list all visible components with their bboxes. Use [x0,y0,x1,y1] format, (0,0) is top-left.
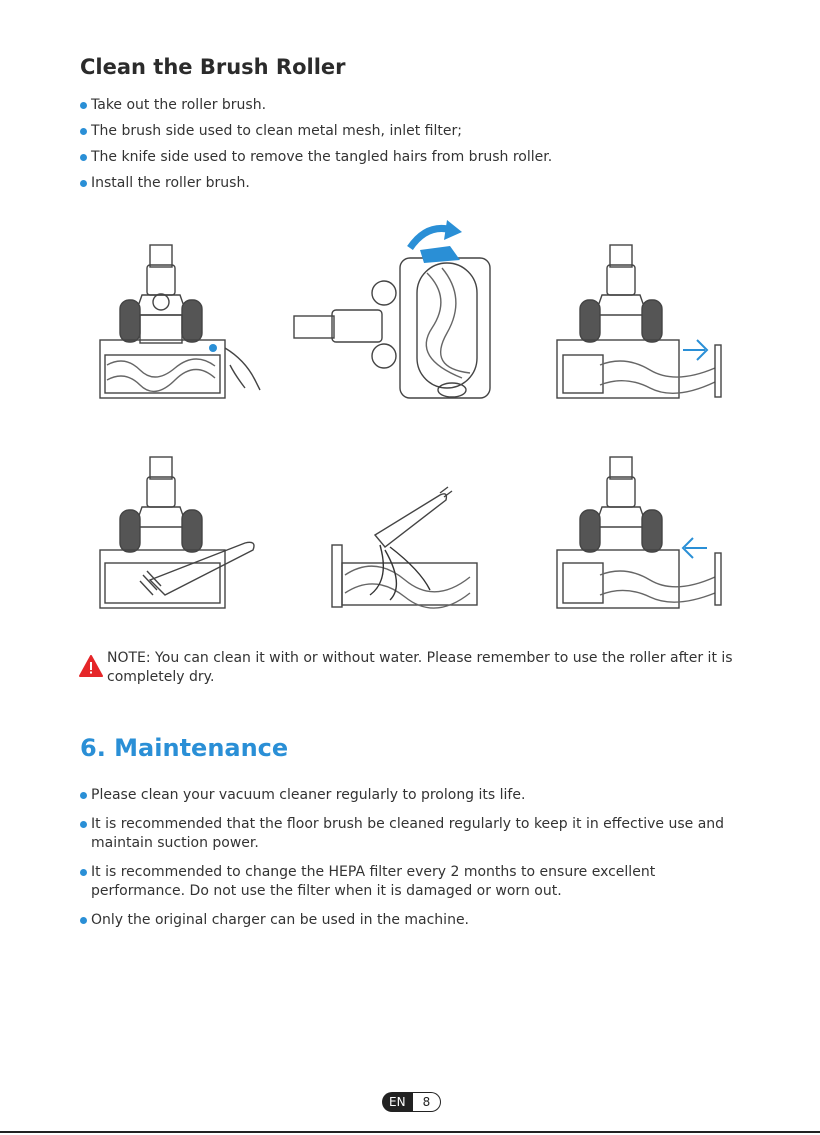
list-item: The knife side used to remove the tangled hairs from brush roller. [80,148,552,167]
bullet-dot-icon [80,154,87,161]
list-item: It is recommended to change the HEPA filter every 2 months to ensure excellent performance. Do not use the filter when it is damaged or worn out. [80,863,730,901]
list-item: The brush side used to clean metal mesh, inlet filter; [80,122,552,141]
open-cover-illustration [292,218,492,403]
section-title: Clean the Brush Roller [80,55,346,79]
pull-roller-out-illustration [555,240,725,400]
bullet-dot-icon [80,792,87,799]
list-item: Please clean your vacuum cleaner regularly to prolong its life. [80,786,730,805]
clean-with-tool-illustration [95,455,270,610]
list-item: It is recommended that the floor brush be cleaned regularly to keep it in effective use and maintain suction power. [80,815,730,853]
bullet-dot-icon [80,180,87,187]
cut-hair-illustration [330,485,480,610]
list-item: Take out the roller brush. [80,96,552,115]
note-text: NOTE: You can clean it with or without water. Please remember to use the roller after it is completely dry. [107,650,733,685]
brush-roller-steps [80,96,552,200]
bullet-dot-icon [80,102,87,109]
bullet-dot-icon [80,917,87,924]
maintenance-list [80,786,730,940]
remove-roller-illustration [95,240,270,400]
install-roller-illustration [555,455,725,610]
bullet-dot-icon [80,869,87,876]
list-item: Install the roller brush. [80,174,552,193]
list-item: Only the original charger can be used in the machine. [80,911,730,930]
maintenance-title: 6. Maintenance [80,734,289,762]
page-number: 8 [413,1092,442,1112]
bottom-divider [0,1131,820,1133]
language-badge: EN [382,1092,413,1112]
page-footer [382,1092,441,1112]
warning-icon [79,655,103,677]
bullet-dot-icon [80,821,87,828]
bullet-dot-icon [80,128,87,135]
